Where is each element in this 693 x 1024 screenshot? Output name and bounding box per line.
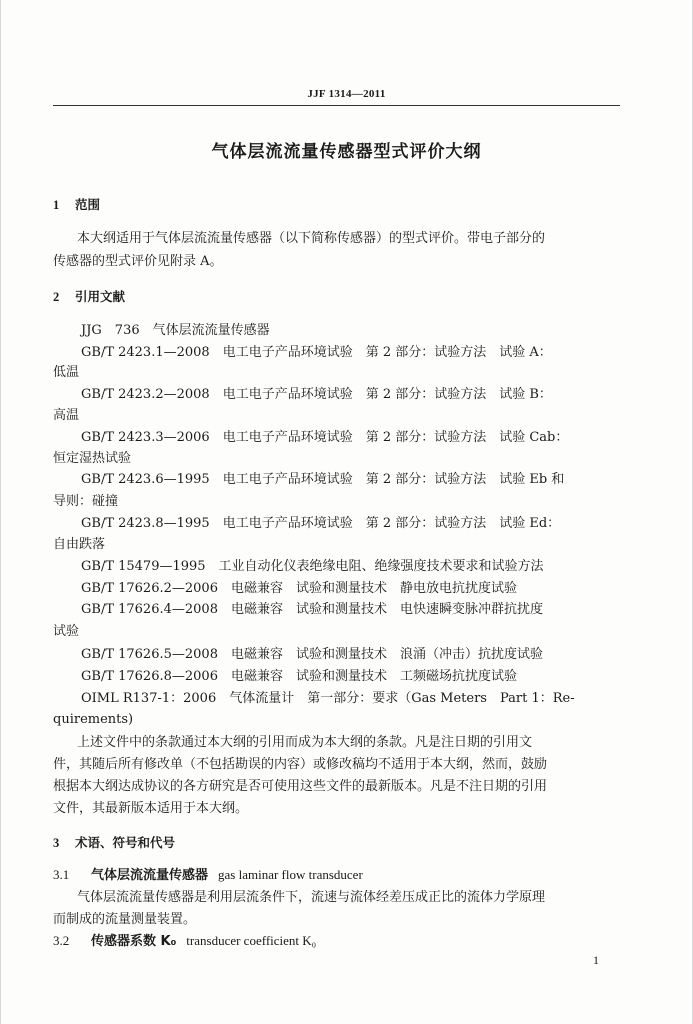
reference-line: GB/T 17626.8—2006 电磁兼容 试验和测量技术 工频磁场抗扰度试验: [81, 669, 517, 684]
standard-number-header: JJF 1314—2011: [307, 88, 386, 100]
reference-line: GB/T 2423.2—2008 电工电子产品环境试验 第 2 部分：试验方法 试验 B：: [81, 387, 552, 402]
reference-line: GB/T 17626.4—2008 电磁兼容 试验和测量技术 电快速瞬变脉冲群抗扰度: [81, 602, 543, 617]
reference-continuation: 恒定湿热试验: [53, 451, 132, 466]
paragraph-line: 根据本大纲达成协议的各方研究是否可使用这些文件的最新版本。凡是不注日期的引用: [53, 779, 548, 794]
reference-line: GB/T 15479—1995 工业自动化仪表绝缘电阻、绝缘强度技术要求和试验方法: [81, 559, 544, 574]
section-1-heading: [53, 196, 100, 214]
section-title: 术语、符号和代号: [75, 835, 176, 850]
reference-line: GB/T 2423.1—2008 电工电子产品环境试验 第 2 部分：试验方法 试验 A：: [81, 345, 552, 360]
paragraph-line: 气体层流流量传感器是利用层流条件下，流速与流体经差压成正比的流体力学原理: [77, 890, 546, 905]
paragraph-line: 件，其随后所有修改单（不包括勘误的内容）或修改稿均不适用于本大纲，然而，鼓励: [53, 757, 548, 772]
section-number: 2: [53, 290, 60, 304]
reference-line: GB/T 17626.2—2006 电磁兼容 试验和测量技术 静电放电抗扰度试验: [81, 581, 517, 596]
term-3-1: [53, 866, 363, 885]
section-number: 3: [53, 836, 60, 850]
paragraph-line: 本大纲适用于气体层流流量传感器（以下简称传感器）的型式评价。带电子部分的: [77, 231, 546, 246]
term-number: 3.2: [53, 933, 70, 948]
reference-continuation: 导则：碰撞: [53, 494, 119, 509]
paragraph-line: 而制成的流量测量装置。: [53, 912, 197, 927]
term-english: transducer coefficient K₀: [186, 933, 317, 948]
paragraph-line: 上述文件中的条款通过本大纲的引用而成为本大纲的条款。凡是注日期的引用文: [77, 735, 533, 750]
reference-line: GB/T 2423.3—2006 电工电子产品环境试验 第 2 部分：试验方法 试验 Cab：: [81, 430, 569, 445]
header-rule: [53, 105, 620, 106]
document-title: 气体层流流量传感器型式评价大纲: [211, 142, 482, 162]
term-chinese: 传感器系数 K₀: [91, 934, 177, 949]
reference-line: GB/T 2423.8—1995 电工电子产品环境试验 第 2 部分：试验方法 试验 Ed：: [81, 516, 561, 531]
term-3-2: [53, 932, 316, 951]
section-title: 范围: [75, 197, 101, 212]
term-english: gas laminar flow transducer: [218, 867, 363, 882]
reference-continuation: 自由跌落: [53, 537, 106, 552]
reference-line: GB/T 2423.6—1995 电工电子产品环境试验 第 2 部分：试验方法 试验 Eb 和: [81, 472, 565, 487]
reference-continuation: 试验: [53, 624, 80, 639]
reference-line: OIML R137-1：2006 气体流量计 第一部分：要求（Gas Meters Part 1：Re-: [81, 691, 575, 706]
reference-continuation: 高温: [53, 408, 80, 423]
section-title: 引用文献: [75, 289, 126, 304]
paragraph-line: 传感器的型式评价见附录 A。: [53, 254, 223, 269]
term-number: 3.1: [53, 867, 70, 882]
reference-continuation: quirements): [53, 712, 134, 727]
reference-line: GB/T 17626.5—2008 电磁兼容 试验和测量技术 浪涌（冲击）抗扰度试验: [81, 647, 543, 662]
term-chinese: 气体层流流量传感器: [91, 868, 209, 883]
reference-continuation: 低温: [53, 365, 80, 380]
page-number: 1: [593, 953, 599, 967]
section-3-heading: [53, 834, 175, 852]
paragraph-line: 文件，其最新版本适用于本大纲。: [53, 801, 249, 816]
reference-line: JJG 736 气体层流流量传感器: [81, 323, 270, 338]
section-number: 1: [53, 198, 60, 212]
section-2-heading: [53, 288, 125, 306]
